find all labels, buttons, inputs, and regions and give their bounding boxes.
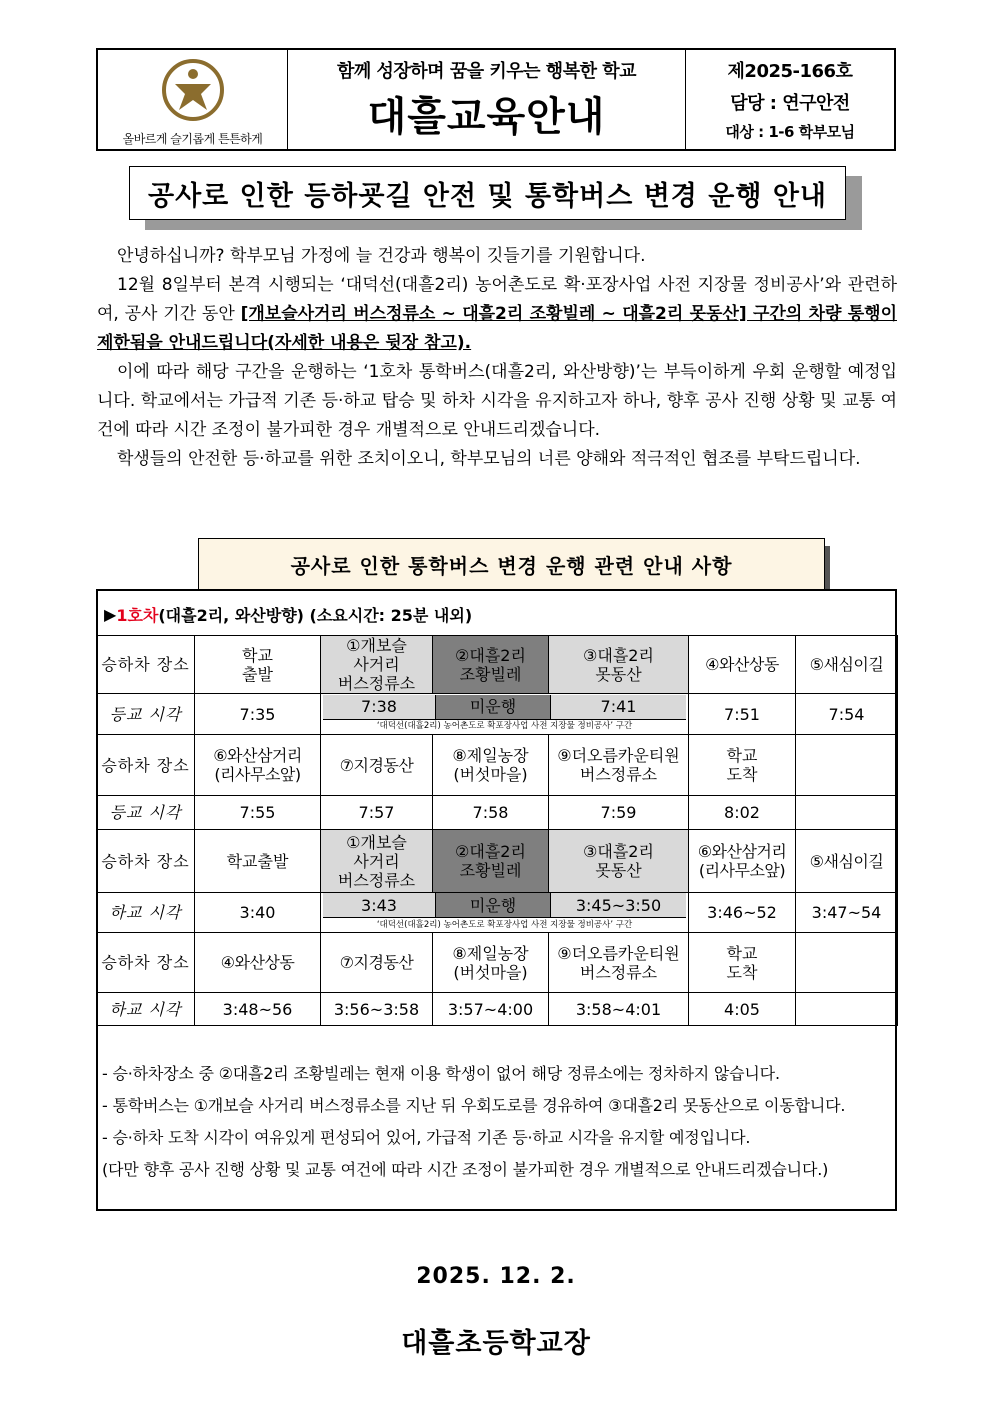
stop-label: 승하차 장소 bbox=[97, 830, 195, 893]
stop-8: ⑧제일농장 (버섯마을) bbox=[433, 933, 549, 993]
go-time-stop-4: 7:51 bbox=[689, 694, 796, 735]
go-time-stop-9: 7:59 bbox=[549, 796, 689, 830]
stop-label: 승하차 장소 bbox=[97, 933, 195, 993]
go-time-arrive: 8:02 bbox=[689, 796, 796, 830]
empty-cell bbox=[796, 993, 898, 1026]
note-item: (다만 향후 공사 진행 상황 및 교통 여건에 따라 시간 조정이 불가피한 경우 개별적으로 안내드리겠습니다.) bbox=[102, 1160, 829, 1179]
go-time-stop-1: 7:38 bbox=[323, 695, 435, 719]
return-time-stop-3: 3:45~3:50 bbox=[551, 893, 686, 917]
table-row bbox=[97, 830, 898, 893]
go-time-stop-6: 7:55 bbox=[195, 796, 321, 830]
table-row bbox=[97, 694, 898, 735]
manager-dept: 담당 : 연구안전 bbox=[730, 93, 850, 114]
school-motto: 올바르게 슬기롭게 튼튼하게 bbox=[122, 132, 263, 146]
cooperation-paragraph: 학생들의 안전한 등·하교를 위한 조치이오니, 학부모님의 너른 양해와 적극적인 협조를 부탁드립니다. bbox=[117, 449, 861, 469]
stop-9: ⑨더오름카운티원 버스정류소 bbox=[549, 933, 689, 993]
stop-6: ⑥와산삼거리 (리사무소앞) bbox=[689, 830, 796, 893]
issue-number: 제2025-166호 bbox=[727, 61, 853, 82]
go-time-label: 등교 시각 bbox=[97, 694, 195, 735]
bus-schedule-table bbox=[96, 635, 898, 1026]
note-item: - 통학버스는 ①개보슬 사거리 버스정류소를 지난 뒤 우회도로를 경유하여 ③대흘2리 못동산으로 이동합니다. bbox=[102, 1096, 846, 1115]
detour-paragraph: 이에 따라 해당 구간을 운행하는 ‘1호차 통학버스(대흘2리, 와산방향)’는 부득이하게 우회 운행할 예정입니다. 학교에서는 가급적 기존 등·하교 탑승 및 하차 시각을 유지하고자 하나, 향후 공사 진행 상황 및 교통 여건에 따라 시간 조정이 불가피한 경우 개별적으로 안내드리겠습니다. bbox=[97, 362, 897, 440]
section-title: 공사로 인한 통학버스 변경 운행 관련 안내 사항 bbox=[198, 538, 825, 590]
stop-2: ②대흘2리 조황빌레 bbox=[433, 636, 549, 694]
go-time-stop-2: 미운행 bbox=[435, 695, 551, 719]
construction-note: ‘대덕선(대흘2리) 농어촌도로 확포장사업 사전 지장물 정비공사’ 구간 bbox=[323, 719, 686, 734]
stop-school-arrive: 학교 도착 bbox=[689, 933, 796, 993]
go-time-stop-7: 7:57 bbox=[321, 796, 433, 830]
go-time-stop-8: 7:58 bbox=[433, 796, 549, 830]
return-time-construction-span bbox=[321, 893, 689, 933]
stop-3: ③대흘2리 못동산 bbox=[549, 636, 689, 694]
header-title-area bbox=[288, 50, 686, 149]
audience: 대상 : 1-6 학부모님 bbox=[725, 123, 855, 141]
stop-8: ⑧제일농장 (버섯마을) bbox=[433, 735, 549, 796]
return-time-stop-7: 3:56~3:58 bbox=[321, 993, 433, 1026]
go-time-stop-5: 7:54 bbox=[796, 694, 898, 735]
route-desc: (대흘2리, 와산방향) (소요시간: 25분 내외) bbox=[158, 606, 473, 625]
stop-4: ④와산상동 bbox=[689, 636, 796, 694]
stop-7: ⑦지경동산 bbox=[321, 933, 433, 993]
construction-text: 12월 8일부터 본격 시행되는 ‘대덕선(대흘2리) 농어촌도로 확·포장사업 사전 지장물 정비공사’와 관련하여, 공사 기간 동안 bbox=[97, 275, 897, 324]
empty-cell bbox=[796, 796, 898, 830]
return-time-stop-6: 3:46~52 bbox=[689, 893, 796, 933]
schedule-box bbox=[96, 589, 897, 1211]
table-row bbox=[97, 636, 898, 694]
return-time-stop-5: 3:47~54 bbox=[796, 893, 898, 933]
go-time-stop-3: 7:41 bbox=[551, 695, 686, 719]
stop-school-arrive: 학교 도착 bbox=[689, 735, 796, 796]
return-time-stop-9: 3:58~4:01 bbox=[549, 993, 689, 1026]
schedule-notes bbox=[98, 1058, 895, 1186]
stop-6: ⑥와산삼거리 (리사무소앞) bbox=[195, 735, 321, 796]
school-logo bbox=[161, 58, 225, 122]
return-time-arrive: 4:05 bbox=[689, 993, 796, 1026]
table-row bbox=[97, 993, 898, 1026]
stop-5: ⑤새심이길 bbox=[796, 830, 898, 893]
newsletter-title: 대흘교육안내 bbox=[367, 94, 606, 140]
notice-title: 공사로 인한 등하굣길 안전 및 통학버스 변경 운행 안내 bbox=[129, 166, 846, 220]
header-meta bbox=[686, 50, 894, 149]
return-time-stop-8: 3:57~4:00 bbox=[433, 993, 549, 1026]
note-item: - 승·하차장소 중 ②대흘2리 조황빌레는 현재 이용 학생이 없어 해당 정류소에는 정차하지 않습니다. bbox=[102, 1064, 780, 1083]
go-time-school: 7:35 bbox=[195, 694, 321, 735]
restricted-section-text: [개보슬사거리 버스정류소 ~ 대흘2리 조황빌레 ~ 대흘2리 못동산] 구간의 차량 통행이 제한됨을 안내드립니다(자세한 내용은 뒷장 참고). bbox=[97, 304, 897, 353]
stop-2: ②대흘2리 조황빌레 bbox=[433, 830, 549, 893]
notice-body bbox=[97, 242, 897, 474]
stop-9: ⑨더오름카운티원 버스정류소 bbox=[549, 735, 689, 796]
stop-school-start: 학교 출발 bbox=[195, 636, 321, 694]
table-row bbox=[97, 735, 898, 796]
return-time-label: 하교 시각 bbox=[97, 993, 195, 1026]
return-time-stop-4: 3:48~56 bbox=[195, 993, 321, 1026]
note-item: - 승·하차 도착 시각이 여유있게 편성되어 있어, 가급적 기존 등·하교 시각을 유지할 예정입니다. bbox=[102, 1128, 751, 1147]
stop-7: ⑦지경동산 bbox=[321, 735, 433, 796]
go-time-label: 등교 시각 bbox=[97, 796, 195, 830]
stop-1: ①개보슬 사거리 버스정류소 bbox=[321, 830, 433, 893]
route-arrow: ▶ bbox=[104, 605, 117, 624]
table-row bbox=[97, 796, 898, 830]
stop-school-start: 학교출발 bbox=[195, 830, 321, 893]
school-emblem-area bbox=[98, 50, 288, 149]
stop-label: 승하차 장소 bbox=[97, 735, 195, 796]
stop-label: 승하차 장소 bbox=[97, 636, 195, 694]
empty-cell bbox=[796, 735, 898, 796]
stop-4: ④와산상동 bbox=[195, 933, 321, 993]
empty-cell bbox=[796, 933, 898, 993]
notice-title-wrap bbox=[129, 166, 846, 220]
construction-note: ‘대덕선(대흘2리) 농어촌도로 확포장사업 사전 지장물 정비공사’ 구간 bbox=[323, 917, 686, 932]
table-row bbox=[97, 933, 898, 993]
go-time-construction-span bbox=[321, 694, 689, 735]
return-time-label: 하교 시각 bbox=[97, 893, 195, 933]
stop-3: ③대흘2리 못동산 bbox=[549, 830, 689, 893]
newsletter-header bbox=[96, 48, 896, 151]
construction-paragraph bbox=[97, 271, 897, 358]
table-row bbox=[97, 893, 898, 933]
stop-5: ⑤새심이길 bbox=[796, 636, 898, 694]
return-time-stop-2: 미운행 bbox=[435, 893, 551, 917]
return-time-school: 3:40 bbox=[195, 893, 321, 933]
greeting-paragraph: 안녕하십니까? 학부모님 가정에 늘 건강과 행복이 깃들기를 기원합니다. bbox=[117, 246, 646, 266]
route-heading bbox=[98, 591, 895, 638]
issue-date: 2025. 12. 2. bbox=[416, 1264, 576, 1289]
bus-number: 1호차 bbox=[116, 606, 159, 625]
stop-1: ①개보슬 사거리 버스정류소 bbox=[321, 636, 433, 694]
school-slogan: 함께 성장하며 꿈을 키우는 행복한 학교 bbox=[336, 61, 637, 82]
return-time-stop-1: 3:43 bbox=[323, 893, 435, 917]
principal-signature: 대흘초등학교장 bbox=[401, 1328, 591, 1359]
